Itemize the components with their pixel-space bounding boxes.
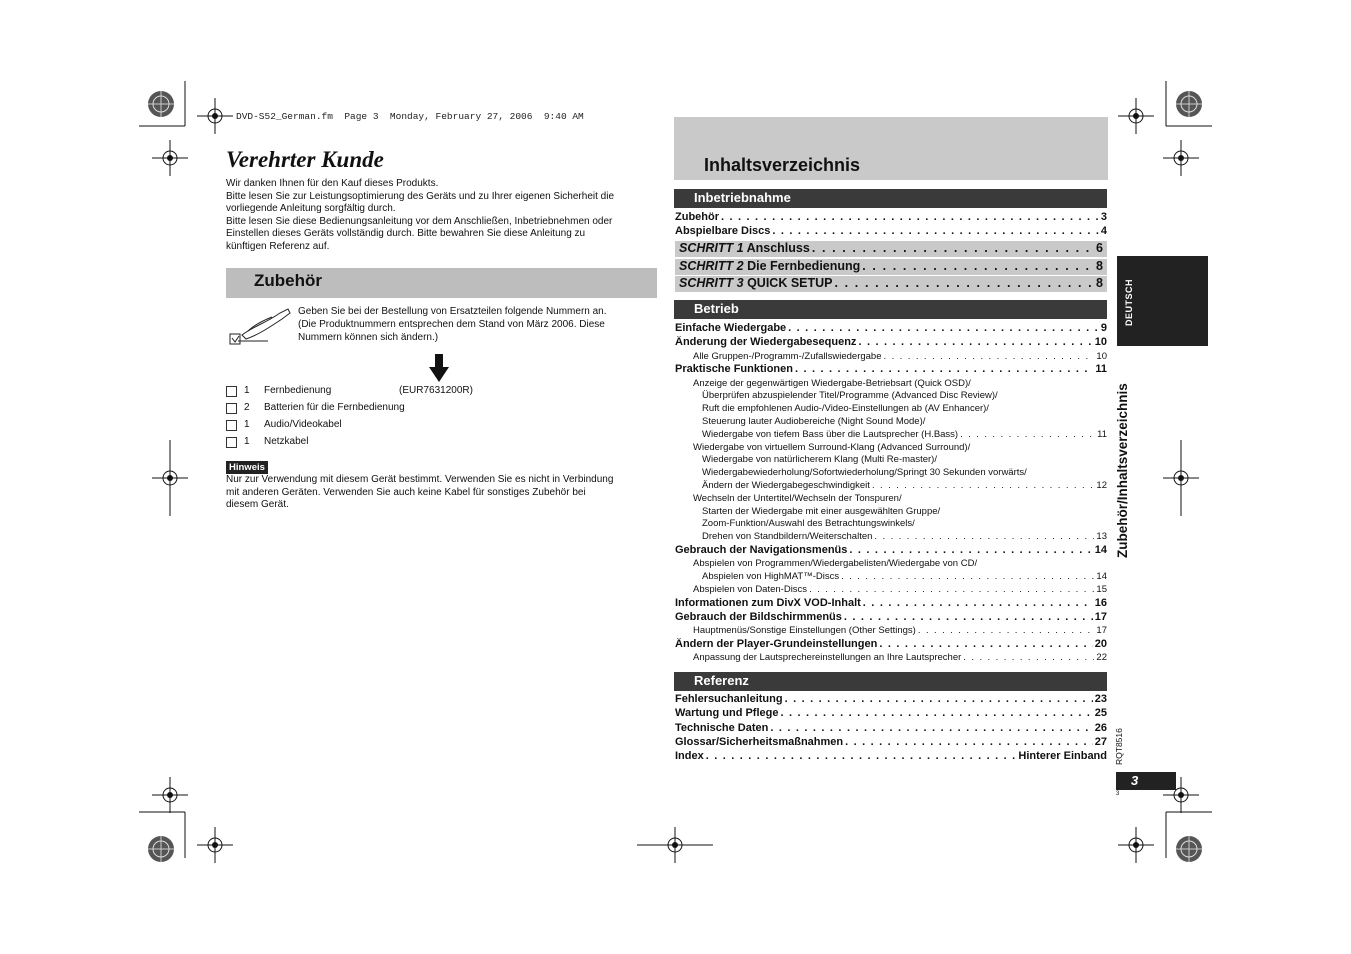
toc-entry: [675, 454, 1107, 467]
toc-entry-page: 3: [1100, 211, 1107, 223]
leader-dots: [918, 625, 1095, 636]
checkbox-icon: [226, 386, 237, 397]
arrow-down-icon: [429, 354, 449, 382]
toc-entry-title: Anpassung der Lautsprechereinstellungen an Ihre Lautsprecher: [693, 652, 962, 664]
leader-dots: [884, 351, 1095, 362]
toc-entry-title: Wechseln der Untertitel/Wechseln der Tonspuren/: [693, 492, 902, 504]
toc-entry-title: Steuerung lauter Audiobereiche (Night Sound Mode)/: [702, 416, 926, 428]
toc-entry-page: 11: [1095, 363, 1107, 376]
toc-entry: [675, 493, 1107, 506]
toc-entry-title: Hauptmenüs/Sonstige Einstellungen (Other Settings): [693, 625, 916, 637]
toc-entry-page: 12: [1096, 480, 1107, 492]
leader-dots: [785, 693, 1093, 705]
toc-entry-title: Wiedergabe von tiefem Bass über die Lautsprecher (H.Bass): [702, 428, 959, 440]
toc-entry-title: Starten der Wiedergabe mit einer ausgewählten Gruppe/: [702, 505, 941, 517]
step-title: Die Fernbedienung: [747, 259, 861, 273]
toc-entry-title: Praktische Funktionen: [675, 363, 793, 376]
intro-text: [226, 178, 658, 254]
file-header: DVD-S52_German.fm Page 3 Monday, February 27, 2006 9:40 AM: [236, 111, 584, 122]
registration-target-icon: [146, 834, 176, 864]
leader-dots: [863, 597, 1093, 609]
leader-dots: [788, 322, 1099, 334]
crosshair-icon: [1118, 98, 1154, 134]
toc-entry-page: 4: [1100, 225, 1107, 238]
registration-target-icon: [146, 89, 176, 119]
item-name: Fernbedienung: [264, 385, 332, 396]
order-note: [298, 305, 658, 344]
small-page-number: 3: [1116, 791, 1120, 797]
toc-entry: [675, 416, 1107, 429]
accessories-heading-band: [226, 268, 657, 298]
toc-entry-title: Technische Daten: [675, 721, 769, 734]
toc-entry-title: Überprüfen abzuspielender Titel/Programme (Advanced Disc Review)/: [702, 390, 998, 402]
registration-target-icon: [1174, 89, 1204, 119]
toc-entry-page: 14: [1096, 571, 1107, 583]
item-code: (EUR7631200R): [399, 385, 473, 396]
leader-dots: [858, 336, 1092, 348]
step-title: Anschluss: [746, 241, 810, 255]
checkbox-icon: [226, 403, 237, 414]
leader-dots: [721, 211, 1099, 223]
leader-dots: [772, 225, 1099, 237]
toc-entry[interactable]: [675, 736, 1107, 750]
crosshair-icon: [197, 98, 233, 134]
leader-dots: [795, 363, 1093, 375]
toc-entry-title: Drehen von Standbildern/Weiterschalten: [702, 531, 873, 543]
toc-entry[interactable]: [675, 544, 1107, 558]
toc-title: Inhaltsverzeichnis: [704, 155, 861, 175]
toc-entry: [675, 390, 1107, 403]
toc-entry: [675, 506, 1107, 519]
crosshair-icon: [637, 827, 713, 863]
leader-dots: [960, 429, 1095, 440]
registration-target-icon: [1174, 834, 1204, 864]
toc-entry-page: 26: [1094, 721, 1107, 734]
intro-line: Bitte lesen Sie zur Leistungsoptimierung des Geräts und zu Ihrer eigenen Sicherheit die: [226, 190, 615, 202]
toc-entry-title: Abspielbare Discs: [675, 225, 771, 238]
leader-dots: [812, 241, 1094, 255]
intro-line: Bitte lesen Sie diese Bedienungsanleitung vor dem Anschließen, Inbetriebnehmen oder: [226, 215, 613, 227]
toc-entry[interactable]: [675, 707, 1107, 721]
toc-step-entry[interactable]: [675, 275, 1107, 292]
page-title: Verehrter Kunde: [226, 147, 384, 172]
toc-entry-title: Informationen zum DivX VOD-Inhalt: [675, 596, 861, 609]
toc-entry[interactable]: [675, 225, 1107, 239]
leader-dots: [862, 259, 1094, 273]
leader-dots: [809, 584, 1094, 595]
crosshair-icon: [152, 777, 188, 813]
note-line: mit anderen Geräten. Verwenden Sie auch keine Kabel für sonstiges Zubehör bei: [226, 486, 586, 498]
toc-entry-title: Wiedergabewiederholung/Sofortwiederholung/Springt 30 Sekunden vorwärts/: [702, 467, 1027, 479]
page-number-box: [1116, 772, 1176, 790]
step-label: SCHRITT 3: [679, 276, 744, 290]
leader-dots: [849, 544, 1092, 556]
note-line: Nur zur Verwendung mit diesem Gerät bestimmt. Verwenden Sie es nicht in Verbindung: [226, 474, 614, 485]
note-text: [226, 474, 658, 512]
leader-dots: [770, 722, 1092, 734]
crosshair-icon: [152, 140, 188, 176]
leader-dots: [706, 750, 1017, 762]
leader-dots: [780, 707, 1092, 719]
toc-entry[interactable]: [675, 652, 1107, 665]
toc-entry: [675, 558, 1107, 571]
toc-entry[interactable]: [675, 351, 1107, 364]
item-name: Batterien für die Fernbedienung: [264, 402, 405, 413]
item-qty: 1: [244, 385, 250, 396]
section-bar-referenz: [674, 672, 1107, 691]
toc-entry-page: 27: [1094, 735, 1107, 748]
step-page: 8: [1096, 259, 1103, 273]
leader-dots: [845, 736, 1093, 748]
leader-dots: [963, 652, 1094, 663]
checkbox-icon: [226, 437, 237, 448]
step-label: SCHRITT 2: [679, 259, 744, 273]
toc-entry-page: Hinterer Einband: [1018, 750, 1107, 763]
toc-entry[interactable]: [675, 722, 1107, 736]
leader-dots: [841, 571, 1094, 582]
item-name: Audio/Videokabel: [264, 419, 342, 430]
toc-entry-title: Wiedergabe von natürlicherem Klang (Multi Re-master)/: [702, 454, 937, 466]
note-label: Hinweis: [226, 461, 268, 474]
toc-entry[interactable]: [675, 211, 1107, 225]
toc-entry-title: Änderung der Wiedergabesequenz: [675, 336, 857, 349]
toc-entry-title: Abspielen von Programmen/Wiedergabelisten/Wiedergabe von CD/: [693, 558, 978, 570]
item-name: Netzkabel: [264, 436, 309, 447]
step-page: 6: [1096, 241, 1103, 255]
toc-entry-title: Einfache Wiedergabe: [675, 322, 787, 334]
crosshair-icon: [1163, 140, 1199, 176]
toc-entry-page: 23: [1094, 693, 1107, 705]
order-note-line: (Die Produktnummern entsprechen dem Stand von März 2006. Diese: [298, 319, 605, 330]
toc-entry-title: Index: [675, 750, 704, 763]
toc-entry-title: Anzeige der gegenwärtigen Wiedergabe-Betriebsart (Quick OSD)/: [693, 377, 971, 389]
toc-entry: [675, 403, 1107, 416]
toc-entry-page: 17: [1096, 625, 1107, 637]
section-title: Inbetriebnahme: [694, 190, 791, 205]
toc-entry-title: Gebrauch der Navigationsmenüs: [675, 544, 848, 557]
toc-entry-page: 22: [1096, 652, 1107, 664]
toc-entry[interactable]: [675, 336, 1107, 350]
section-title: Betrieb: [694, 301, 739, 316]
item-qty: 1: [244, 419, 250, 430]
pen-checklist-icon: [228, 305, 298, 347]
crosshair-icon: [1163, 440, 1199, 516]
toc-heading-band: [674, 117, 1108, 180]
toc-entry-title: Abspielen von HighMAT™-Discs: [702, 571, 840, 583]
toc-step-entry[interactable]: [675, 258, 1107, 275]
section-side-title: Zubehör/Inhaltsverzeichnis: [1115, 383, 1130, 558]
toc-entry: [675, 467, 1107, 480]
toc-entry[interactable]: [675, 750, 1107, 764]
step-label: SCHRITT 1: [679, 241, 744, 255]
toc-entry-title: Wiedergabe von virtuellem Surround-Klang (Advanced Surround)/: [693, 441, 971, 453]
toc-step-entry[interactable]: [675, 240, 1107, 257]
toc-section-1: [675, 211, 1107, 240]
crosshair-icon: [152, 440, 188, 516]
toc-entry-page: 25: [1094, 707, 1107, 720]
toc-entry-page: 10: [1094, 336, 1107, 349]
doc-code: RQT8516: [1114, 728, 1124, 765]
toc-entry[interactable]: [675, 611, 1107, 625]
checkbox-icon: [226, 420, 237, 431]
toc-entry-page: 15: [1096, 583, 1107, 595]
toc-section-2: [675, 322, 1107, 665]
toc-entry-title: Zubehör: [675, 211, 719, 223]
toc-entry[interactable]: [675, 531, 1107, 544]
section-title: Referenz: [694, 673, 749, 688]
toc-entry-title: Glossar/Sicherheitsmaßnahmen: [675, 735, 844, 748]
toc-entry: [675, 442, 1107, 455]
toc-entry-page: 20: [1094, 638, 1107, 651]
toc-entry-title: Ändern der Wiedergabegeschwindigkeit: [702, 480, 870, 492]
toc-entry-page: 14: [1094, 544, 1107, 557]
leader-dots: [879, 638, 1092, 650]
toc-entry-title: Alle Gruppen-/Programm-/Zufallswiedergabe: [693, 350, 882, 362]
crosshair-icon: [197, 827, 233, 863]
toc-entry-page: 13: [1096, 531, 1107, 543]
accessories-heading: Zubehör: [254, 271, 322, 290]
step-page: 8: [1096, 276, 1103, 290]
toc-section-3: [675, 693, 1107, 764]
intro-line: Wir danken Ihnen für den Kauf dieses Produkts.: [226, 178, 439, 189]
item-qty: 2: [244, 402, 250, 413]
toc-entry[interactable]: [675, 693, 1107, 707]
toc-entry-title: Zoom-Funktion/Auswahl des Betrachtungswinkels/: [702, 518, 915, 530]
toc-entry[interactable]: [675, 429, 1107, 442]
toc-entry-title: Wartung und Pflege: [675, 707, 779, 720]
toc-entry-title: Fehlersuchanleitung: [675, 693, 783, 705]
toc-entry-title: Ruft die empfohlenen Audio-/Video-Einstellungen ab (AV Enhancer)/: [702, 403, 989, 415]
toc-entry-title: Ändern der Player-Grundeinstellungen: [675, 638, 878, 651]
leader-dots: [844, 611, 1093, 623]
toc-entry-page: 17: [1094, 611, 1107, 624]
section-bar-betrieb: [674, 300, 1107, 319]
toc-entry: [675, 378, 1107, 391]
toc-entry-page: 16: [1094, 596, 1107, 609]
toc-entry-title: Abspielen von Daten-Discs: [693, 583, 808, 595]
item-qty: 1: [244, 436, 250, 447]
leader-dots: [874, 531, 1094, 542]
order-note-line: Nummern können sich ändern.): [298, 332, 439, 343]
toc-entry[interactable]: [675, 480, 1107, 493]
order-note-line: Geben Sie bei der Bestellung von Ersatzteilen folgende Nummern an.: [298, 306, 607, 317]
list-item: [226, 401, 656, 418]
list-item: [226, 418, 656, 435]
crosshair-icon: [1118, 827, 1154, 863]
intro-line: Einstellen dieses Geräts vollständig durch. Bitte bewahren Sie diese Anleitung zu: [226, 228, 586, 240]
toc-entry[interactable]: [675, 322, 1107, 336]
toc-entry-page: 9: [1100, 322, 1107, 334]
language-label: DEUTSCH: [1124, 278, 1134, 326]
toc-entry[interactable]: [675, 363, 1107, 377]
intro-line: vorliegende Anleitung sorgfältig durch.: [226, 203, 396, 215]
step-title: QUICK SETUP: [747, 276, 833, 290]
toc-entry[interactable]: [675, 625, 1107, 638]
toc-entry-title: Gebrauch der Bildschirmmenüs: [675, 611, 842, 624]
accessories-list: [226, 384, 656, 452]
toc-entry[interactable]: [675, 571, 1107, 584]
section-bar-inbetriebnahme: [674, 189, 1107, 208]
toc-entry: [675, 518, 1107, 531]
toc-entry[interactable]: [675, 638, 1107, 652]
toc-entry-page: 10: [1096, 350, 1107, 362]
intro-line: künftigen Referenz auf.: [226, 240, 330, 252]
toc-entry[interactable]: [675, 584, 1107, 597]
toc-entry[interactable]: [675, 597, 1107, 611]
leader-dots: [872, 480, 1094, 491]
list-item: [226, 384, 656, 401]
page-number: 3: [1131, 773, 1139, 788]
list-item: [226, 435, 656, 452]
leader-dots: [835, 276, 1095, 290]
note-line: diesem Gerät.: [226, 499, 289, 511]
toc-entry-page: 11: [1097, 428, 1107, 440]
